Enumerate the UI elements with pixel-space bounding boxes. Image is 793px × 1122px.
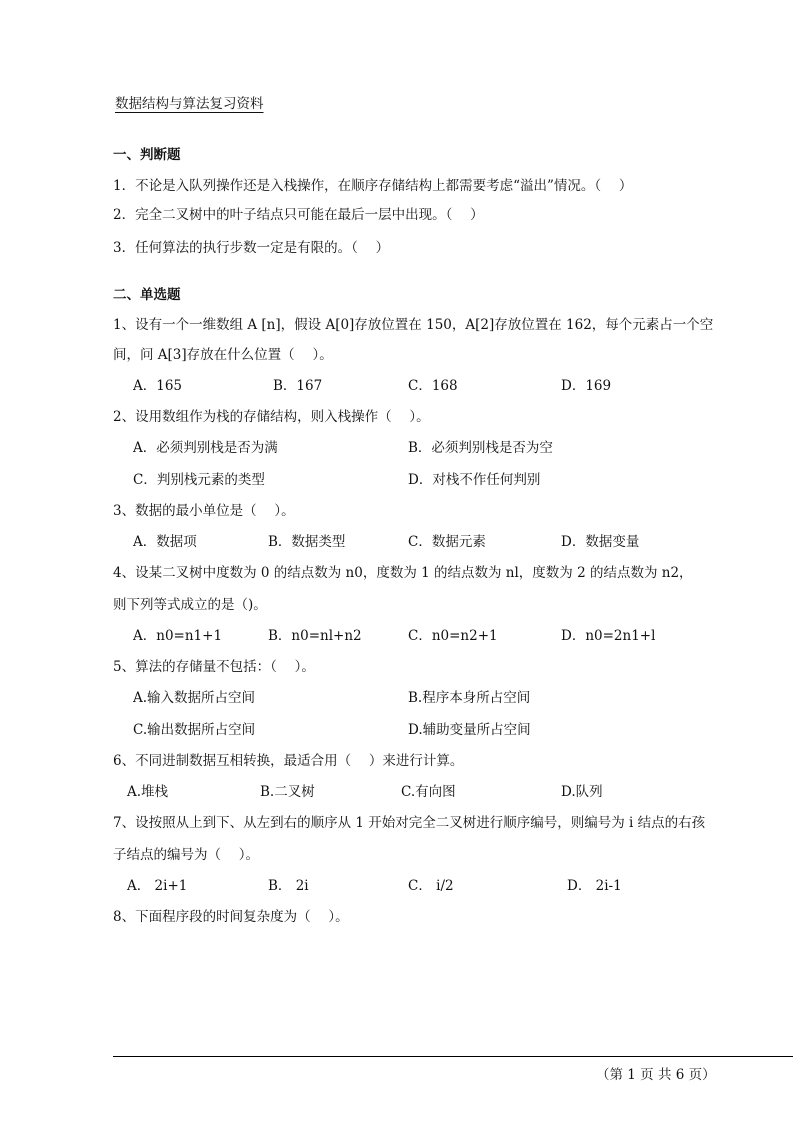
option: B．167 bbox=[273, 378, 323, 394]
page-number: （第 1 页 共 6 页） bbox=[596, 1067, 716, 1083]
question: 6、不同进制数据互相转换，最适合用（ ）来进行计算。 bbox=[113, 753, 464, 769]
question: 3、数据的最小单位是（ ）。 bbox=[113, 503, 295, 519]
question-continued: 间，问 A[3]存放在什么位置（ ）。 bbox=[113, 347, 333, 363]
option: C.输出数据所占空间 bbox=[133, 722, 256, 738]
question: 7、设按照从上到下、从左到右的顺序从 1 开始对完全二叉树进行顺序编号，则编号为 i 结点的右孩 bbox=[113, 815, 706, 831]
section-heading-true-false: 一、判断题 bbox=[113, 147, 181, 163]
option: B．数据类型 bbox=[268, 534, 346, 550]
question-continued: 则下列等式成立的是（)。 bbox=[113, 597, 267, 613]
option: D．n0=2n1+l bbox=[561, 628, 656, 644]
section-heading-single-choice: 二、单选题 bbox=[113, 287, 181, 303]
option: B.二叉树 bbox=[260, 784, 315, 800]
question: 2、设用数组作为栈的存储结构，则入栈操作（ ）。 bbox=[113, 409, 430, 425]
option: A.堆栈 bbox=[127, 784, 169, 800]
question-continued: 子结点的编号为（ ）。 bbox=[113, 847, 260, 863]
option: A.输入数据所占空间 bbox=[133, 690, 256, 706]
option: A．165 bbox=[133, 378, 183, 394]
question: 8、下面程序段的时间复杂度为（ ）。 bbox=[113, 909, 349, 925]
option: C．n0=n2+1 bbox=[408, 628, 498, 644]
option: D．数据变量 bbox=[561, 534, 640, 550]
footer-divider bbox=[113, 1056, 793, 1057]
option: C．168 bbox=[408, 378, 458, 394]
document-title: 数据结构与算法复习资料 bbox=[115, 96, 264, 112]
option: A． 2i+1 bbox=[127, 878, 188, 894]
question: 2．完全二叉树中的叶子结点只可能在最后一层中出现。（ ） bbox=[113, 207, 484, 223]
option: D.队列 bbox=[561, 784, 603, 800]
option: A．n0=n1+1 bbox=[133, 628, 223, 644]
question: 1．不论是入队列操作还是入栈操作，在顺序存储结构上都需要考虑“溢出”情况。（ ） bbox=[113, 178, 633, 194]
option: A．数据项 bbox=[133, 534, 197, 550]
option: B．必须判别栈是否为空 bbox=[408, 440, 553, 456]
option: B．n0=nl+n2 bbox=[268, 628, 362, 644]
option: D.辅助变量所占空间 bbox=[408, 722, 531, 738]
option: B.程序本身所占空间 bbox=[408, 690, 531, 706]
question: 1、设有一个一维数组 A [n]，假设 A[0]存放位置在 150，A[2]存放位置在 162，每个元素占一个空 bbox=[113, 317, 714, 333]
option: C． i/2 bbox=[408, 878, 454, 894]
question: 3．任何算法的执行步数一定是有限的。（ ） bbox=[113, 240, 390, 256]
question: 4、设某二叉树中度数为 0 的结点数为 n0，度数为 1 的结点数为 nl，度数为 2 的结点数为 n2， bbox=[113, 565, 693, 581]
option: D．对栈不作任何判别 bbox=[408, 472, 541, 488]
question: 5、算法的存储量不包括：（ ）。 bbox=[113, 659, 315, 675]
option: B． 2i bbox=[268, 878, 309, 894]
option: A．必须判别栈是否为满 bbox=[133, 440, 278, 456]
option: D．169 bbox=[561, 378, 612, 394]
option: C．判别栈元素的类型 bbox=[133, 472, 265, 488]
option: C.有向图 bbox=[401, 784, 456, 800]
option: D． 2i-1 bbox=[567, 878, 622, 894]
option: C．数据元素 bbox=[408, 534, 486, 550]
